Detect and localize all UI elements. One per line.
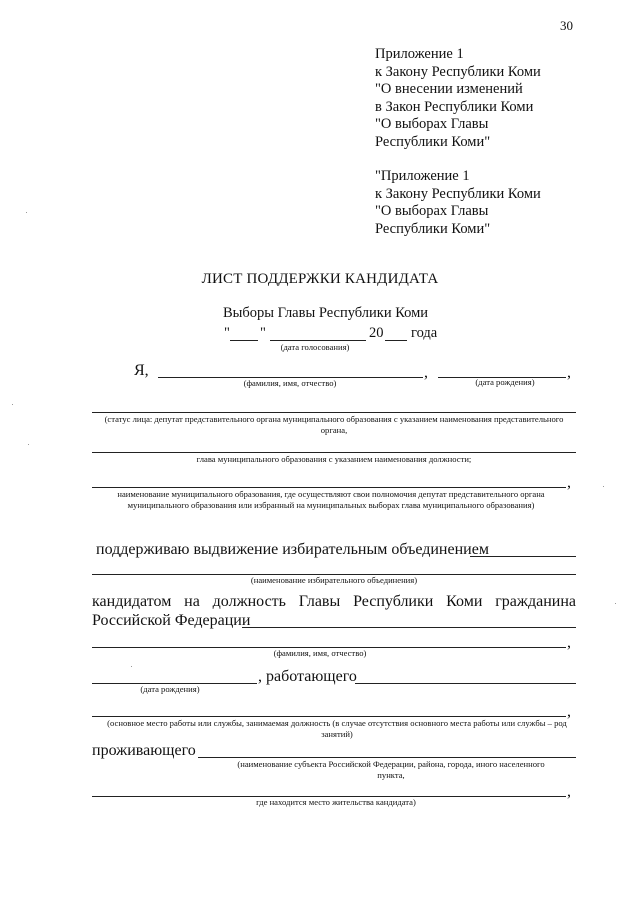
work-caption: (основное место работы или службы, занимаемая должность (в случае отсутствия основного места работы или службы – род занятий) <box>107 718 567 739</box>
municipality-caption: наименование муниципального образования, где осуществляют свои полномочия депутат представительного органа муниципального образования или избранный на муниципальных выборах глава муниципального образования) <box>117 489 545 510</box>
year-field[interactable] <box>385 340 407 341</box>
status-field[interactable] <box>92 412 576 413</box>
association-field-1[interactable] <box>470 556 576 557</box>
rf-text: Российской Федерации <box>92 612 251 629</box>
annex-line: "О внесении изменений <box>375 81 523 98</box>
annex-line: Республики Коми" <box>375 220 491 237</box>
annex-line: "Приложение 1 <box>375 168 470 184</box>
fio2-caption: (фамилия, имя, отчество) <box>273 648 367 658</box>
workplace-field-1[interactable] <box>355 683 576 684</box>
annex-line: Республики Коми" <box>375 133 491 150</box>
candidate-fio-field-1[interactable] <box>242 627 576 628</box>
annex-line: "О выборах Главы <box>375 203 489 220</box>
workplace-field-2[interactable] <box>92 716 566 717</box>
birth-date2-caption: (дата рождения) <box>140 684 200 694</box>
scan-speck <box>26 212 27 213</box>
page-number: 30 <box>560 18 573 33</box>
annex-line: "О выборах Главы <box>375 116 489 133</box>
year-prefix: 20 <box>369 325 384 341</box>
birth-date-caption: (дата рождения) <box>475 377 535 387</box>
scan-speck <box>603 486 604 487</box>
month-field[interactable] <box>270 340 366 341</box>
annex-header-2 <box>375 168 541 238</box>
status-caption: (статус лица: депутат представительного органа муниципального образования с указанием наименования представительного органа, <box>104 414 564 435</box>
annex-line: к Закону Республики Коми <box>375 63 541 80</box>
elections-name: Выборы Главы Республики Коми <box>223 305 429 321</box>
quote-open: " <box>224 325 230 341</box>
document-title: ЛИСТ ПОДДЕРЖКИ КАНДИДАТА <box>201 271 439 287</box>
comma: , <box>567 703 571 720</box>
year-suffix: года <box>411 325 438 341</box>
comma: , <box>424 364 428 381</box>
municipality-field[interactable] <box>92 487 566 488</box>
scan-speck <box>28 444 29 445</box>
region-caption: (наименование субъекта Российской Федерации, района, города, иного населенного пункта, <box>237 759 545 780</box>
living-text: проживающего <box>92 742 196 759</box>
head-caption: глава муниципального образования с указанием наименования должности; <box>196 454 472 464</box>
street-caption: где находится место жительства кандидата) <box>256 797 416 807</box>
annex-header <box>375 46 541 152</box>
comma: , <box>567 783 571 800</box>
scan-speck <box>615 603 616 604</box>
quote-close: " <box>260 325 266 341</box>
ya-label: Я, <box>134 362 149 379</box>
annex-line: к Закону Республики Коми <box>375 185 541 202</box>
comma: , <box>567 474 571 491</box>
residence-field-1[interactable] <box>198 757 576 758</box>
comma: , <box>567 634 571 651</box>
comma: , <box>567 364 571 381</box>
day-field[interactable] <box>230 340 258 341</box>
fio-caption: (фамилия, имя, отчество) <box>243 378 337 388</box>
annex-line: Приложение 1 <box>375 46 464 62</box>
head-field[interactable] <box>92 452 576 453</box>
annex-line: в Закон Республики Коми <box>375 98 534 115</box>
scan-speck <box>131 666 132 667</box>
working-text: , работающего <box>258 668 357 685</box>
voting-date-caption: (дата голосования) <box>280 342 350 352</box>
candidate-text: кандидатом на должность Главы Республики Коми гражданина <box>92 593 576 610</box>
scan-speck <box>12 404 13 405</box>
association-caption: (наименование избирательного объединения) <box>250 575 418 585</box>
support-text: поддерживаю выдвижение избирательным объединением <box>96 541 489 558</box>
